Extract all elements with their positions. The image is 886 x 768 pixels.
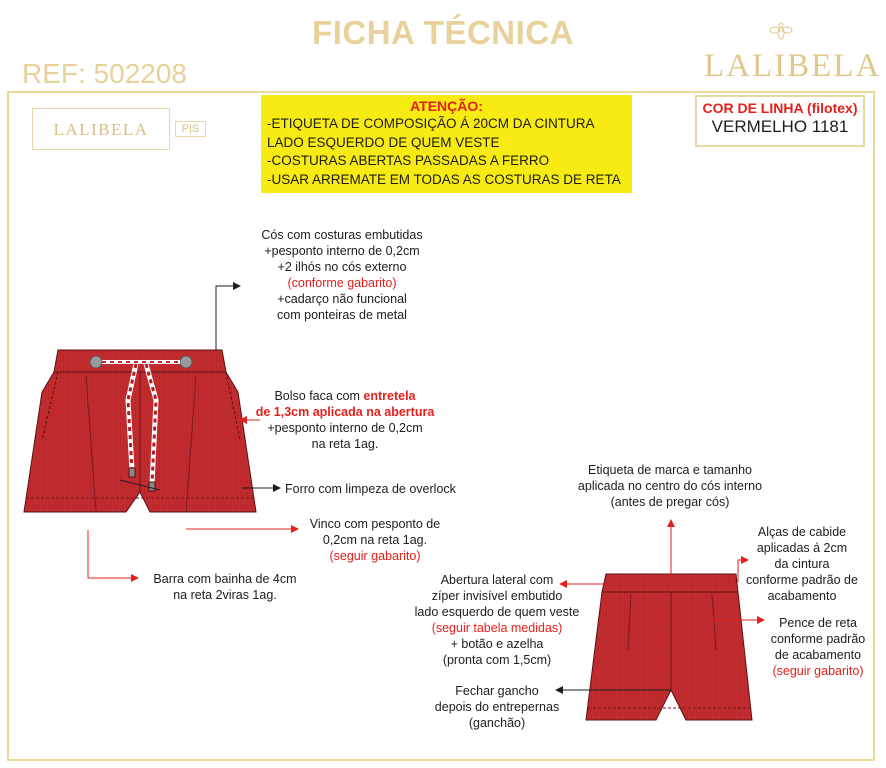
note-crease-line: 0,2cm na reta 1ag. bbox=[322, 533, 428, 547]
attention-title: ATENÇÃO: bbox=[410, 98, 483, 114]
note-hanger-line: Alças de cabide bbox=[757, 525, 847, 539]
attention-line-4: -USAR ARREMATE EM TODAS AS COSTURAS DE RETA bbox=[267, 171, 621, 187]
note-zipper-line: zíper invisível embutido bbox=[431, 589, 563, 603]
note-pocket-line: na reta 1ag. bbox=[311, 437, 379, 451]
note-hem bbox=[140, 571, 310, 603]
note-zipper-line: + botão e azelha bbox=[450, 637, 544, 651]
back-shorts bbox=[586, 574, 752, 720]
note-hanger-line: da cintura bbox=[774, 557, 830, 571]
page-title: FICHA TÉCNICA bbox=[312, 14, 574, 51]
note-crease-line: Vinco com pesponto de bbox=[309, 517, 441, 531]
note-dart-line: (seguir gabarito) bbox=[772, 664, 864, 678]
note-zipper bbox=[404, 572, 590, 668]
note-waistband-line: com ponteiras de metal bbox=[277, 308, 407, 322]
note-dart-line: conforme padrão bbox=[770, 632, 866, 646]
reference-code: REF: 502208 bbox=[22, 58, 187, 89]
note-hanger-loops bbox=[742, 524, 862, 604]
note-label-line: Etiqueta de marca e tamanho bbox=[588, 463, 752, 477]
note-label-line: aplicada no centro do cós interno bbox=[577, 479, 763, 493]
note-hanger-line: conforme padrão de bbox=[746, 573, 858, 587]
note-waistband-line: +2 ilhós no cós externo bbox=[277, 260, 407, 274]
attention-line-2: LADO ESQUERDO DE QUEM VESTE bbox=[267, 134, 500, 150]
attention-line-1: -ETIQUETA DE COMPOSIÇÃO Á 20CM DA CINTURA bbox=[267, 116, 595, 131]
note-crease-line: (seguir gabarito) bbox=[329, 549, 421, 563]
note-hook-line: Fechar gancho bbox=[455, 684, 539, 698]
note-waistband-line: +cadarço não funcional bbox=[277, 292, 407, 306]
note-lining bbox=[285, 481, 456, 497]
note-waistband-line: (conforme gabarito) bbox=[287, 276, 397, 290]
note-dart bbox=[766, 615, 870, 679]
label-logo-box: LALIBELA bbox=[32, 108, 170, 150]
note-hanger-line: acabamento bbox=[767, 589, 837, 603]
note-crease bbox=[300, 516, 450, 564]
note-pocket-line bbox=[248, 388, 442, 404]
front-shorts bbox=[24, 350, 256, 512]
note-hanger-line: aplicadas á 2cm bbox=[756, 541, 848, 555]
note-zipper-line: lado esquerdo de quem veste bbox=[414, 605, 580, 619]
note-hem-line: na reta 2viras 1ag. bbox=[173, 588, 277, 602]
note-pocket-line: de 1,3cm aplicada na abertura bbox=[255, 405, 435, 419]
thread-value: VERMELHO 1181 bbox=[711, 117, 849, 136]
note-brand-label bbox=[568, 462, 772, 510]
note-dart-line: de acabamento bbox=[774, 648, 862, 662]
note-hook-line: (ganchão) bbox=[468, 716, 526, 730]
attention-line-3: -COSTURAS ABERTAS PASSADAS A FERRO bbox=[267, 153, 550, 168]
note-pocket-highlight: entretela bbox=[363, 389, 416, 403]
note-zipper-line: (seguir tabela medidas) bbox=[431, 621, 563, 635]
note-label-line: (antes de pregar cós) bbox=[610, 495, 730, 509]
note-dart-line: Pence de reta bbox=[779, 616, 857, 630]
note-zipper-line: (pronta com 1,5cm) bbox=[442, 653, 552, 667]
note-waistband-line: +pesponto interno de 0,2cm bbox=[264, 244, 420, 258]
note-hem-line: Barra com bainha de 4cm bbox=[153, 572, 297, 586]
note-crotch bbox=[422, 683, 572, 731]
note-waistband bbox=[242, 227, 442, 323]
note-waistband-line: Cós com costuras embutidas bbox=[261, 228, 423, 242]
note-pocket bbox=[248, 388, 442, 452]
thread-heading: COR DE LINHA (filotex) bbox=[702, 100, 858, 116]
note-zipper-line: Abertura lateral com bbox=[440, 573, 554, 587]
note-pocket-text: Bolso faca com bbox=[274, 389, 364, 403]
note-lining-line: Forro com limpeza de overlock bbox=[285, 482, 456, 496]
brand-logo: LALIBELA bbox=[704, 48, 882, 84]
note-pocket-line: +pesponto interno de 0,2cm bbox=[267, 421, 423, 435]
size-box: P|S bbox=[175, 121, 206, 137]
note-hook-line: depois do entrepernas bbox=[434, 700, 560, 714]
